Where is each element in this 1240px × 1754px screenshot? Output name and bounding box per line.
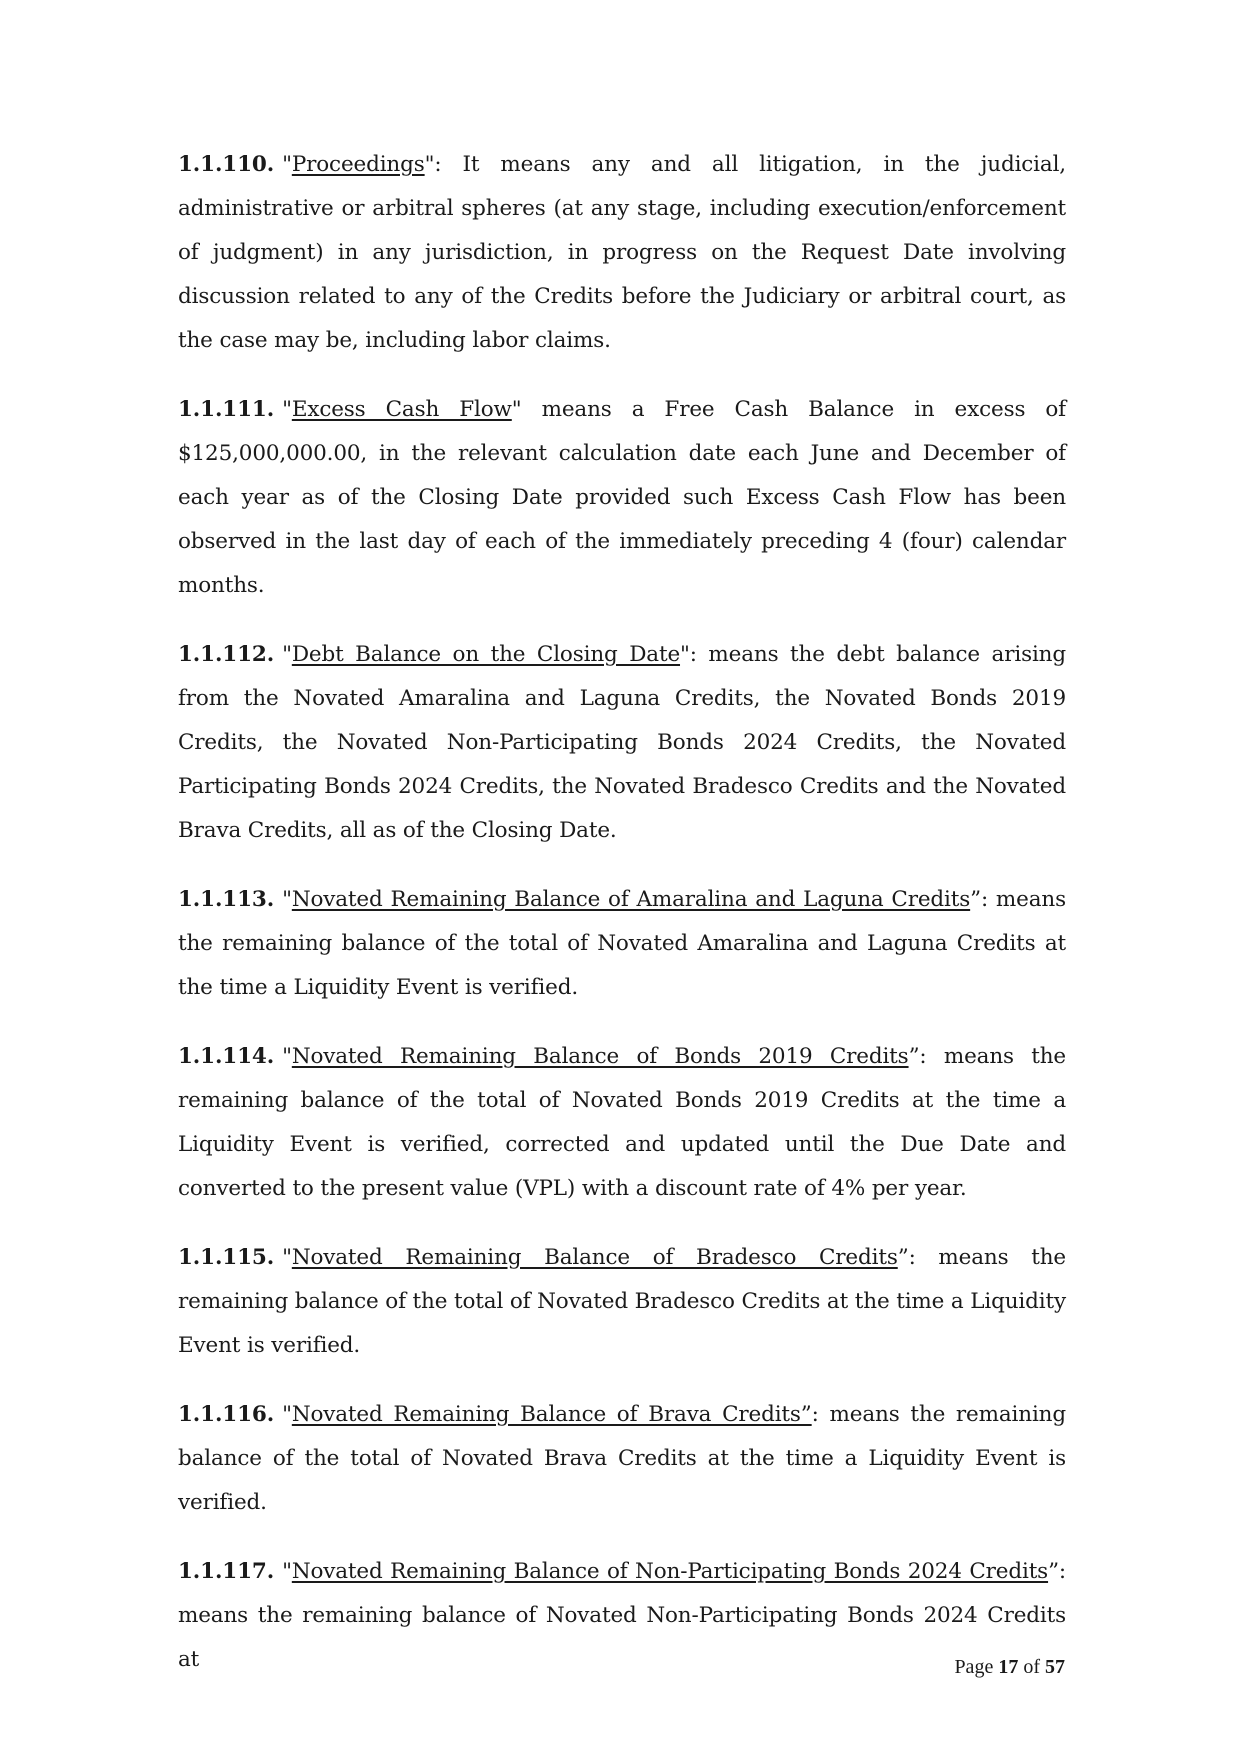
defined-term: Novated Remaining Balance of Bradesco Credits [291, 1245, 898, 1270]
close-quote: ” [1048, 1559, 1059, 1584]
clause-text: : means the remaining balance of the total of Novated Brava Credits at the time a Liquidity Event is verified. [178, 1402, 1066, 1515]
clause-text: : means the remaining balance of Novated Non-Participating Bonds 2024 Credits at [178, 1559, 1066, 1672]
open-quote: " [282, 642, 292, 667]
defined-term: Novated Remaining Balance of Bonds 2019 Credits [291, 1044, 909, 1069]
defined-term: Novated Remaining Balance of Amaralina and Laguna Credits [291, 887, 971, 912]
close-quote: " [424, 152, 435, 177]
open-quote: " [282, 1559, 292, 1584]
open-quote: " [282, 152, 292, 177]
page-word: Page [954, 1656, 994, 1678]
clause-1-1-111 [178, 388, 1066, 608]
clause-1-1-114 [178, 1035, 1066, 1211]
close-quote: ” [970, 887, 981, 912]
open-quote: " [282, 1245, 292, 1270]
defined-term: Novated Remaining Balance of Non-Participating Bonds 2024 Credits [291, 1559, 1049, 1584]
defined-term: Novated Remaining Balance of Brava Credits” [291, 1402, 812, 1427]
page-footer [954, 1656, 1065, 1679]
open-quote: " [282, 397, 292, 422]
close-quote: ” [908, 1044, 920, 1069]
clause-text: : It means any and all litigation, in the judicial, administrative or arbitral spheres (at any stage, including execution/enforcement of judgment) in any jurisdiction, in progress on the Request Date involving discussion related to any of the Credits before the Judiciary or arbitral court, as the case may be, including labor claims. [178, 152, 1066, 353]
total-pages: 57 [1045, 1656, 1065, 1678]
of-word: of [1023, 1656, 1040, 1678]
clause-text: : means the remaining balance of the total of Novated Bonds 2019 Credits at the time a Liquidity Event is verified, corrected and updated until the Due Date and converted to the present value (VPL) with a discount rate of 4% per year. [178, 1044, 1066, 1201]
clause-number: 1.1.112. [178, 642, 275, 667]
defined-term: Excess Cash Flow [291, 397, 512, 422]
definitions-body [178, 143, 1066, 1707]
clause-1-1-110 [178, 143, 1066, 363]
clause-number: 1.1.111. [178, 397, 275, 422]
clause-1-1-115 [178, 1236, 1066, 1368]
defined-term: Debt Balance on the Closing Date [291, 642, 681, 667]
clause-number: 1.1.113. [178, 887, 275, 912]
clause-text: : means the debt balance arising from the Novated Amaralina and Laguna Credits, the Novated Bonds 2019 Credits, the Novated Non-Participating Bonds 2024 Credits, the Novated Participating Bonds 2024 Credits, the Novated Bradesco Credits and the Novated Brava Credits, all as of the Closing Date. [178, 642, 1066, 843]
clause-1-1-117 [178, 1550, 1066, 1682]
clause-1-1-112 [178, 633, 1066, 853]
clause-text: means a Free Cash Balance in excess of $125,000,000.00, in the relevant calculation date each June and December of each year as of the Closing Date provided such Excess Cash Flow has been observed in the last day of each of the immediately preceding 4 (four) calendar months. [178, 397, 1066, 598]
open-quote: " [282, 1402, 292, 1427]
defined-term: Proceedings [291, 152, 425, 177]
clause-number: 1.1.114. [178, 1044, 275, 1069]
close-quote: ” [897, 1245, 909, 1270]
close-quote: " [511, 397, 522, 422]
open-quote: " [282, 887, 292, 912]
page-number: 17 [998, 1656, 1019, 1678]
open-quote: " [282, 1044, 292, 1069]
clause-number: 1.1.116. [178, 1402, 275, 1427]
clause-number: 1.1.110. [178, 152, 275, 177]
close-quote: " [680, 642, 690, 667]
clause-1-1-113 [178, 878, 1066, 1010]
clause-1-1-116 [178, 1393, 1066, 1525]
clause-text: : means the remaining balance of the total of Novated Amaralina and Laguna Credits at the time a Liquidity Event is verified. [178, 887, 1066, 1000]
clause-text: : means the remaining balance of the total of Novated Bradesco Credits at the time a Liquidity Event is verified. [178, 1245, 1066, 1358]
clause-number: 1.1.117. [178, 1559, 275, 1584]
clause-number: 1.1.115. [178, 1245, 275, 1270]
